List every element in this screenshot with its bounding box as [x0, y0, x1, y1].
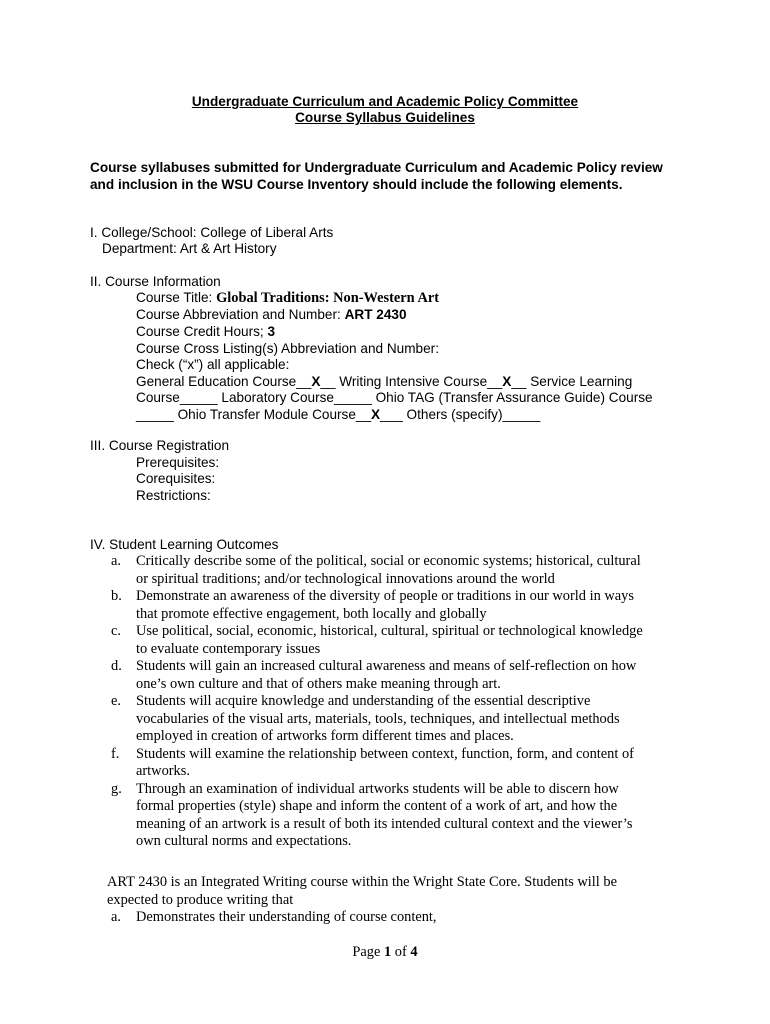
outcome-item: [90, 693, 690, 746]
committee-title: Undergraduate Curriculum and Academic Policy Committee: [191, 94, 579, 109]
course-type-line-2: Course_____ Laboratory Course_____ Ohio TAG (Transfer Assurance Guide) Course: [136, 390, 653, 405]
outcome-marker: c.: [111, 623, 121, 639]
ohio-transfer-label: _____ Ohio Transfer Module Course__: [136, 407, 372, 422]
outcome-text-line: Demonstrate an awareness of the diversity of people or traditions in our world in ways: [136, 588, 634, 604]
course-info-heading: II. Course Information: [90, 274, 221, 289]
outcome-text-line: meaning of an artwork is a result of both its intended cultural context and the viewer’s: [136, 815, 633, 832]
check-applicable-label: Check (“x”) all applicable:: [136, 357, 290, 372]
outcomes-heading: IV. Student Learning Outcomes: [90, 537, 279, 552]
course-title-label: Course Title:: [136, 290, 217, 305]
page-of: of: [391, 944, 411, 960]
outcome-text-line: Students will acquire knowledge and understanding of the essential descriptive: [136, 693, 591, 709]
college-value: College of Liberal Arts: [200, 225, 334, 240]
department-value: Art & Art History: [179, 241, 277, 256]
writing-item-text: Demonstrates their understanding of course content,: [136, 909, 437, 925]
cross-listing-label: Course Cross Listing(s) Abbreviation and Number:: [136, 341, 439, 356]
course-abbr-value: ART 2430: [344, 307, 407, 322]
gen-ed-label: General Education Course__: [136, 374, 312, 389]
outcome-marker: b.: [111, 588, 122, 604]
course-title-row: [136, 290, 439, 308]
outcome-text-line: vocabularies of the visual arts, materials, tools, techniques, and intellectual methods: [136, 710, 620, 727]
outcome-text-line: to evaluate contemporary issues: [136, 640, 321, 657]
service-learning-label: __ Service Learning: [511, 374, 633, 389]
course-title-value: Global Traditions: Non-Western Art: [216, 290, 440, 306]
outcome-text-line: employed in creation of artworks form different times and places.: [136, 728, 514, 744]
others-specify-label: ___ Others (specify)_____: [380, 407, 541, 422]
outcome-item: [90, 658, 690, 693]
restrictions-label: Restrictions:: [136, 488, 211, 503]
outcome-item: [90, 781, 690, 851]
outcome-text-line: or spiritual traditions; and/or technological innovations around the world: [136, 570, 555, 587]
intro-line-1: Course syllabuses submitted for Undergraduate Curriculum and Academic Policy review: [90, 160, 663, 175]
outcome-text-line: that promote effective engagement, both locally and globally: [136, 605, 487, 622]
writing-intensive-label: __ Writing Intensive Course__: [320, 374, 503, 389]
course-type-line-1: [136, 374, 632, 391]
course-abbr-label: Course Abbreviation and Number:: [136, 307, 345, 322]
department-label: Department:: [102, 241, 180, 256]
writing-line-1: ART 2430 is an Integrated Writing course within the Wright State Core. Students will be: [107, 874, 617, 890]
page-total: 4: [410, 944, 418, 960]
outcome-marker: e.: [111, 693, 121, 709]
outcome-text-line: Use political, social, economic, historical, cultural, spiritual or technological knowledge: [136, 623, 643, 639]
page-number: [0, 944, 770, 962]
outcome-text-line: Students will examine the relationship between context, function, form, and content of: [136, 745, 634, 762]
outcomes-list: [90, 553, 690, 851]
outcome-marker: a.: [111, 553, 121, 569]
page-prefix: Page: [352, 944, 384, 960]
outcome-text-line: Through an examination of individual artworks students will be able to discern how: [136, 780, 619, 797]
ohio-transfer-mark: X: [371, 407, 381, 422]
college-row: [90, 225, 333, 242]
outcome-text-line: formal properties (style) shape and inform the content of a work of art, and how the: [136, 798, 618, 814]
outcome-text-line: one’s own culture and that of others make meaning through art.: [136, 675, 501, 692]
outcome-item: [90, 746, 690, 781]
guidelines-title: Course Syllabus Guidelines: [295, 110, 475, 125]
outcome-text-line: own cultural norms and expectations.: [136, 833, 352, 849]
writing-intensive-mark: X: [502, 374, 512, 389]
credit-hours-value: 3: [267, 324, 276, 339]
gen-ed-mark: X: [311, 374, 321, 389]
outcome-text-line: Students will gain an increased cultural awareness and means of self-reflection on how: [136, 658, 637, 674]
credit-hours-row: [136, 324, 275, 341]
credit-hours-label: Course Credit Hours;: [136, 324, 268, 339]
writing-item-marker: a.: [111, 909, 121, 925]
outcome-item: [90, 553, 690, 588]
outcome-text-line: Critically describe some of the political, social or economic systems; historical, cultural: [136, 553, 641, 569]
department-row: [102, 241, 277, 258]
registration-heading: III. Course Registration: [90, 438, 230, 453]
outcome-marker: d.: [111, 658, 122, 674]
college-label: I. College/School:: [90, 225, 201, 240]
outcome-marker: g.: [111, 780, 122, 797]
outcome-item: [90, 623, 690, 658]
outcome-text-line: artworks.: [136, 763, 190, 779]
outcome-item: [90, 588, 690, 623]
course-type-line-3: [136, 407, 540, 424]
intro-line-2: and inclusion in the WSU Course Inventory should include the following elements.: [90, 177, 623, 192]
corequisites-label: Corequisites:: [136, 471, 216, 486]
prerequisites-label: Prerequisites:: [136, 455, 220, 470]
course-abbr-row: [136, 307, 407, 324]
writing-paragraph: [107, 874, 687, 909]
page-current: 1: [383, 944, 392, 960]
outcome-marker: f.: [111, 745, 120, 762]
writing-line-2: expected to produce writing that: [107, 891, 294, 908]
